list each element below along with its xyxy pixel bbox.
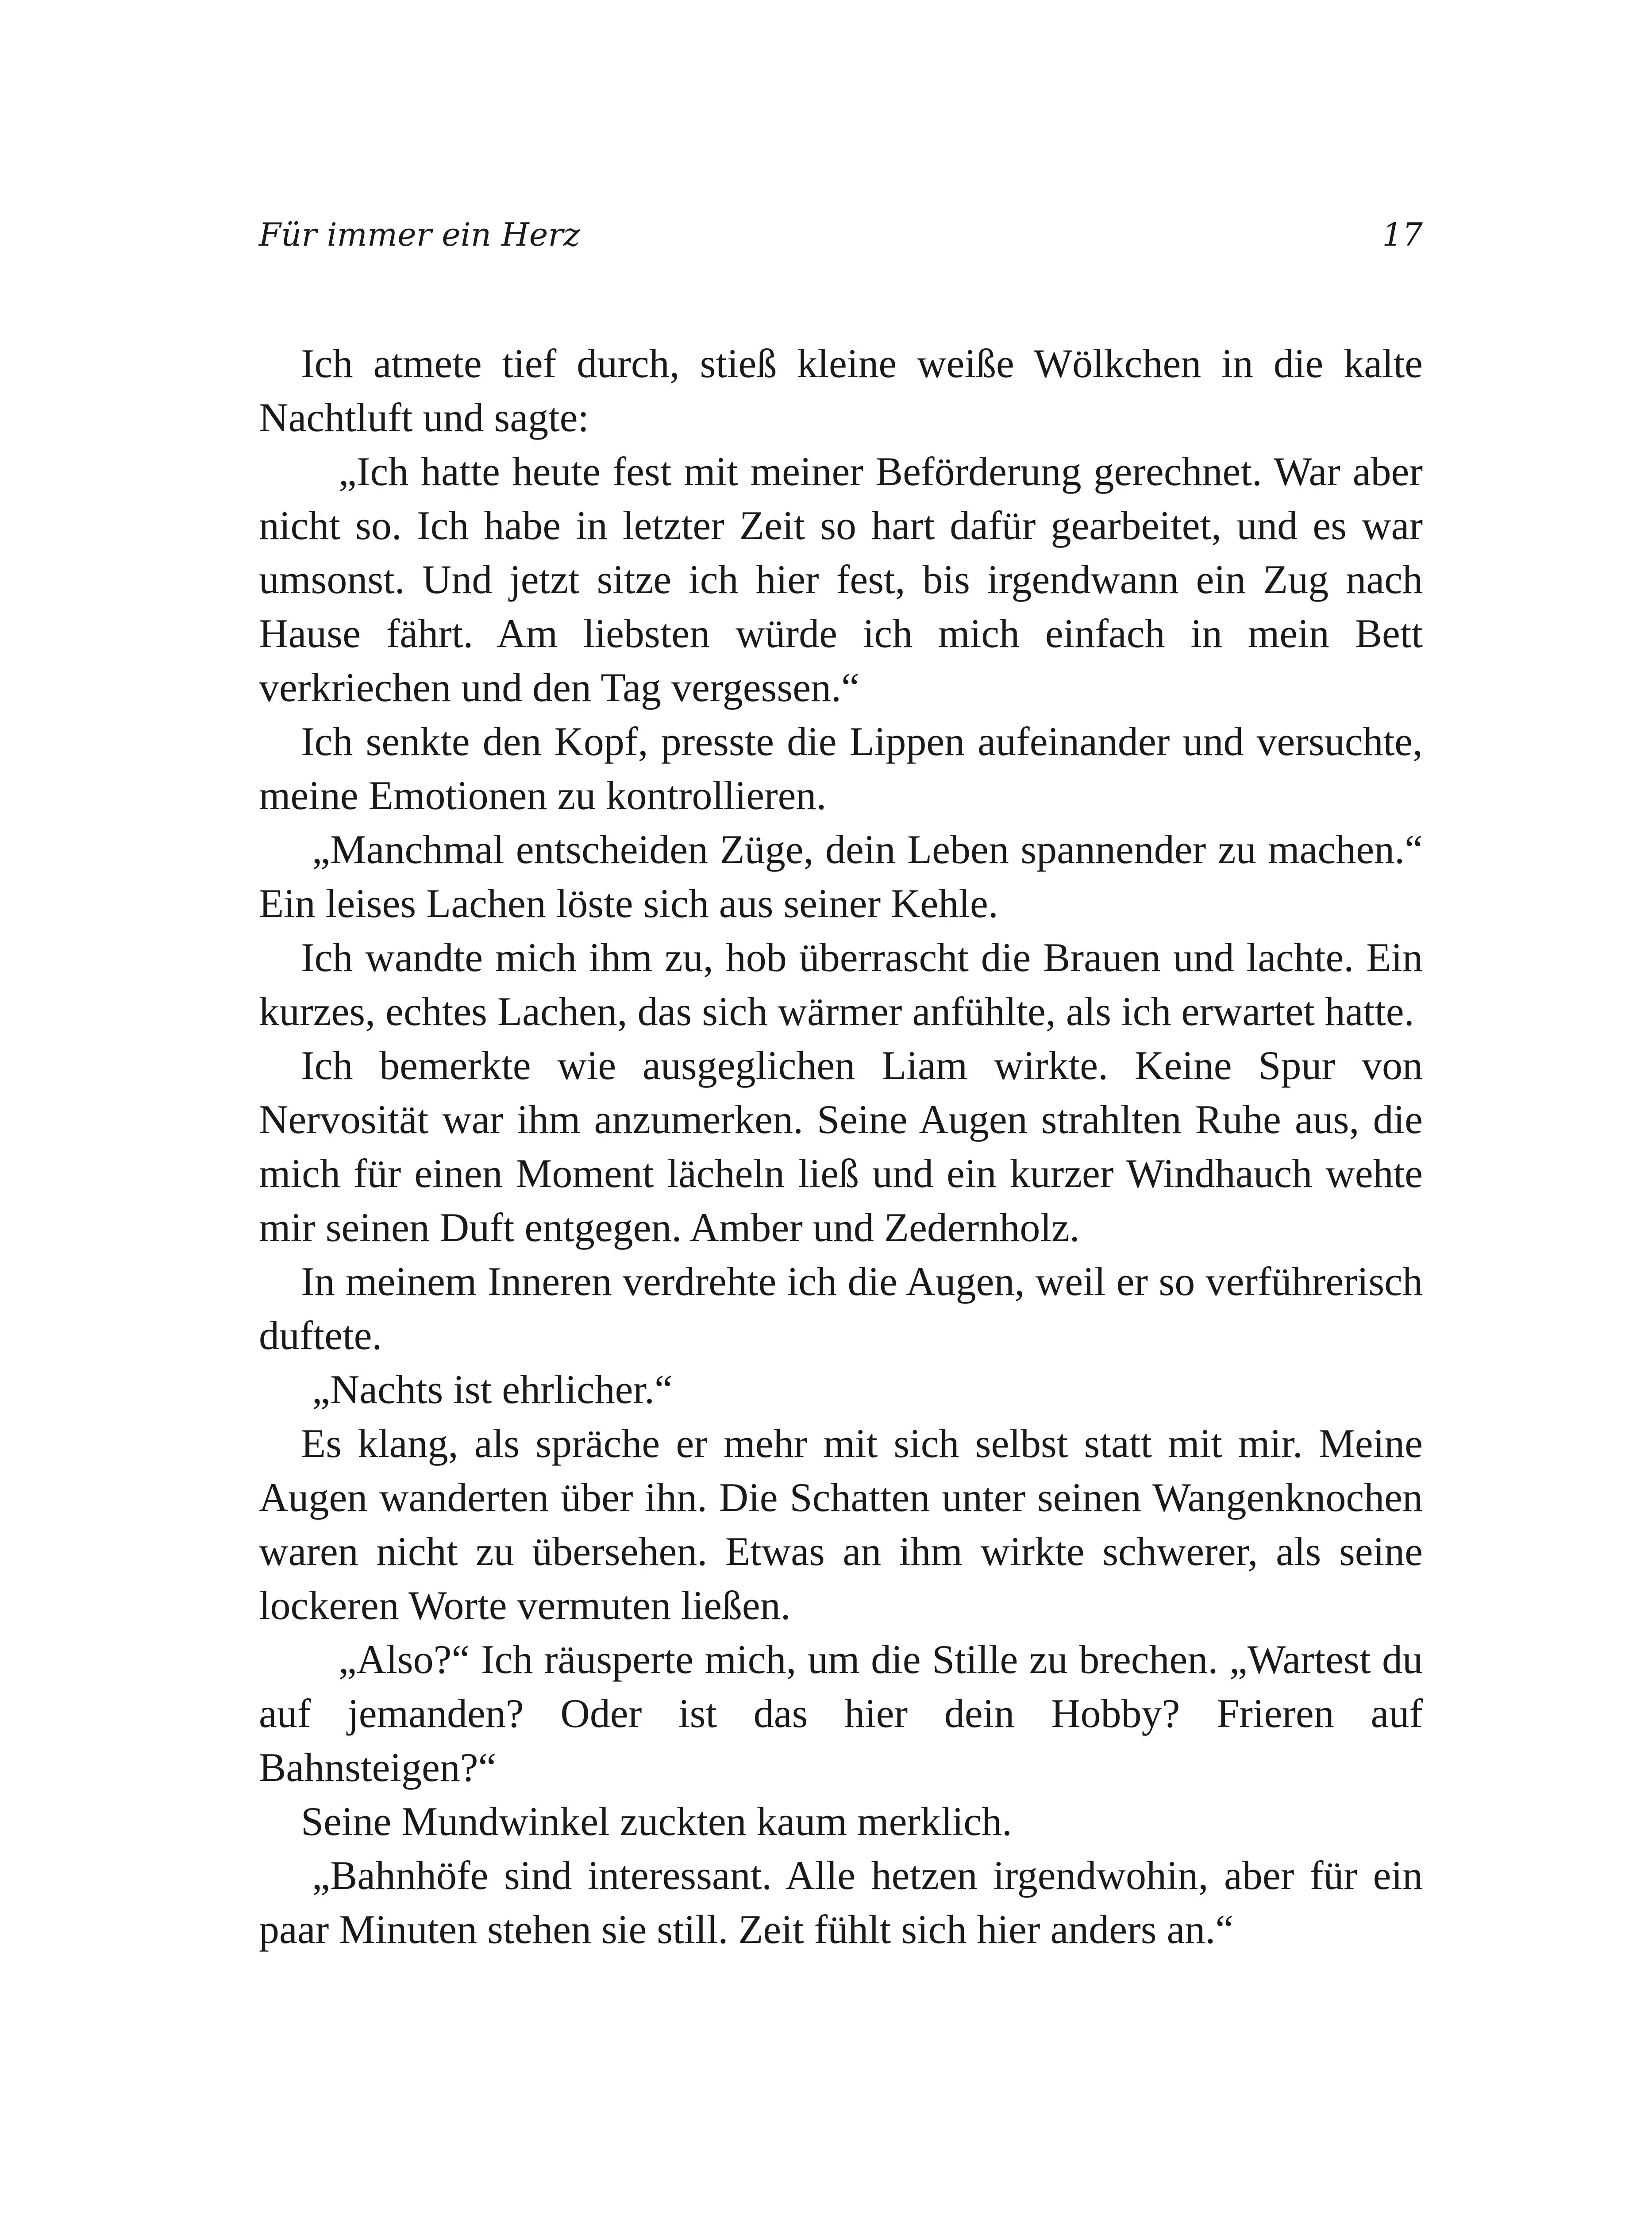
- paragraph: Ich wandte mich ihm zu, hob überrascht die Brauen und lachte. Ein kurzes, echtes Lachen, das sich wärmer anfühlte, als ich erwartet hatte.: [259, 935, 1423, 1034]
- paragraph: „Bahnhöfe sind interessant. Alle hetzen irgendwohin, aber für ein paar Minuten stehen sie still. Zeit fühlt sich hier anders an.“: [259, 1853, 1423, 1952]
- paragraph: „Manchmal entscheiden Züge, dein Leben spannender zu machen.“ Ein leises Lachen löste sich aus seiner Kehle.: [259, 827, 1423, 926]
- running-header: [259, 208, 1423, 261]
- page-number: 17: [1382, 216, 1423, 253]
- paragraph: Ich senkte den Kopf, presste die Lippen aufeinander und versuchte, meine Emotionen zu kontrollieren.: [259, 719, 1423, 818]
- paragraph: Ich atmete tief durch, stieß kleine weiße Wölkchen in die kalte Nachtluft und sagte:: [259, 341, 1423, 440]
- paragraph: Seine Mundwinkel zuckten kaum merklich.: [301, 1799, 1013, 1844]
- paragraph: „Ich hatte heute fest mit meiner Beförderung gerechnet. War aber nicht so. Ich habe in letzter Zeit so hart dafür gearbeitet, und es war umsonst. Und jetzt sitze ich hier fest, bis irgendwann ein Zug nach Hause fährt. Am liebsten würde ich mich einfach in mein Bett verkriechen und den Tag vergessen.“: [259, 449, 1423, 710]
- running-header-title: Für immer ein Herz: [259, 216, 580, 253]
- paragraph: „Nachts ist ehrlicher.“: [312, 1367, 673, 1412]
- paragraph: Ich bemerkte wie ausgeglichen Liam wirkte. Keine Spur von Nervosität war ihm anzumerken. Seine Augen strahlten Ruhe aus, die mich für einen Moment lächeln ließ und ein kurzer Windhauch wehte mir seinen Duft entgegen. Amber und Zedernholz.: [259, 1043, 1423, 1250]
- body-text: [259, 336, 1423, 1956]
- paragraph: Es klang, als spräche er mehr mit sich selbst statt mit mir. Meine Augen wanderten über ihn. Die Schatten unter seinen Wangenknochen waren nicht zu übersehen. Etwas an ihm wirkte schwerer, als seine lockeren Worte vermuten ließen.: [259, 1421, 1423, 1628]
- paragraph: „Also?“ Ich räusperte mich, um die Stille zu brechen. „Wartest du auf jemanden? Oder ist das hier dein Hobby? Frieren auf Bahnsteigen?“: [259, 1637, 1423, 1790]
- paragraph: In meinem Inneren verdrehte ich die Augen, weil er so verführerisch duftete.: [259, 1259, 1423, 1358]
